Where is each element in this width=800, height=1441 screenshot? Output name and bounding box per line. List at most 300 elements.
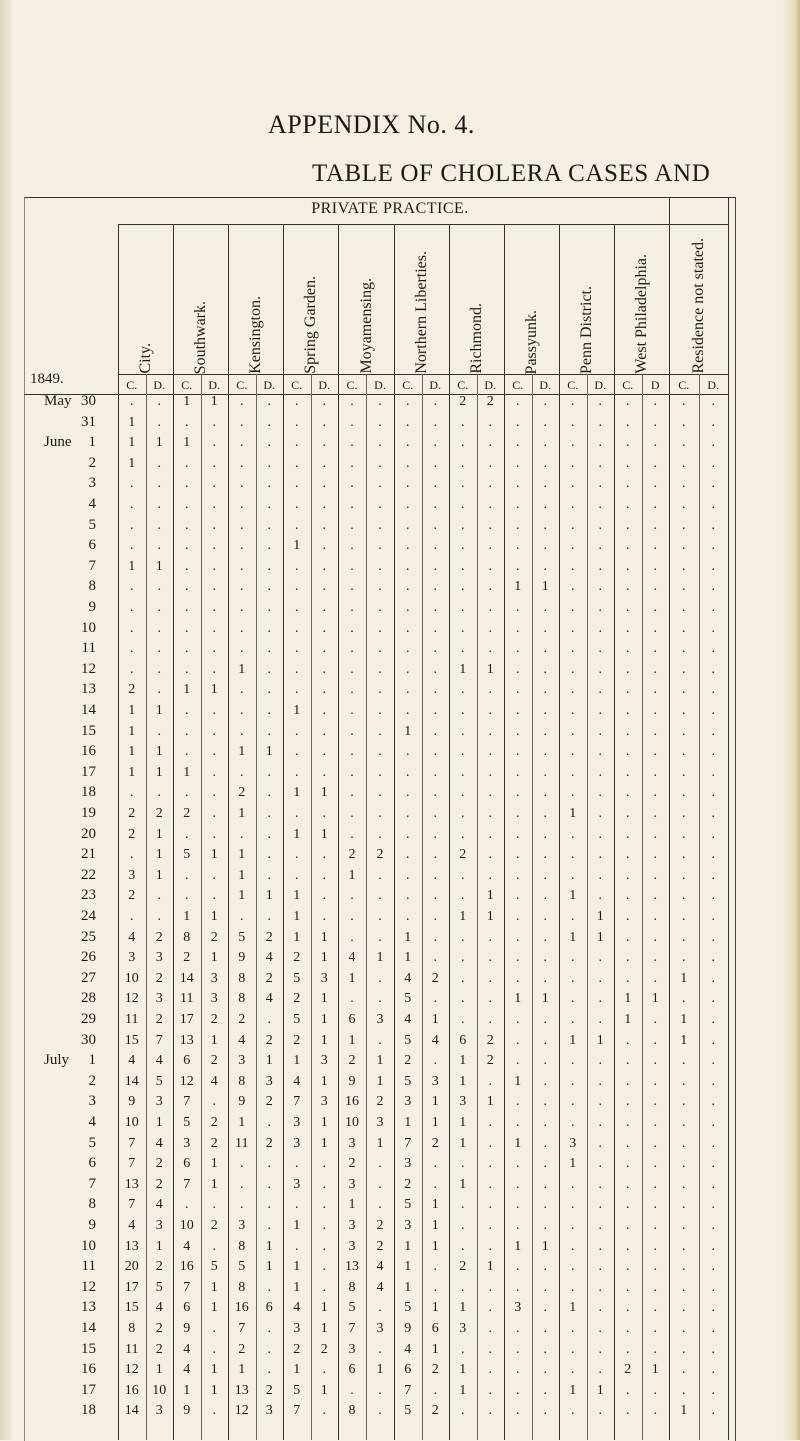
deaths-cell: .	[488, 867, 492, 883]
cases-cell: .	[130, 620, 134, 636]
deaths-cell: .	[711, 600, 715, 615]
deaths-cell: .	[598, 1238, 602, 1254]
cases-cell: .	[350, 620, 354, 636]
deaths-cell: .	[212, 579, 216, 595]
cases-cell: .	[626, 600, 630, 615]
cases-cell: .	[571, 1279, 575, 1295]
cases-cell: 2	[128, 806, 136, 821]
deaths-cell: .	[212, 888, 216, 904]
cases-cell: .	[295, 414, 299, 430]
cases-cell: .	[516, 455, 520, 471]
cases-cell: .	[516, 764, 520, 780]
cases-cell: 5	[404, 1197, 412, 1213]
deaths-cell: .	[433, 538, 437, 554]
district-column-border	[614, 224, 615, 1440]
deaths-cell: .	[433, 703, 437, 718]
deaths-cell: .	[598, 888, 602, 904]
cases-cell: .	[240, 579, 244, 595]
deaths-cell: 6	[431, 1321, 439, 1336]
deaths-cell: 2	[210, 1053, 218, 1069]
cases-cell: .	[185, 661, 189, 677]
deaths-cell: .	[378, 1403, 382, 1419]
deaths-cell: .	[711, 1197, 715, 1213]
deaths-cell: .	[322, 661, 326, 677]
deaths-cell: .	[322, 764, 326, 780]
cases-cell: 1	[459, 1053, 467, 1069]
deaths-cell: .	[267, 723, 271, 739]
cases-cell: .	[516, 600, 520, 615]
cases-cell: .	[461, 476, 465, 492]
cases-cell: .	[626, 723, 630, 739]
deaths-cell: .	[267, 414, 271, 430]
cases-cell: .	[682, 847, 686, 863]
cases-cell: .	[240, 414, 244, 430]
deaths-subheader: D.	[374, 378, 386, 392]
cases-cell: .	[406, 455, 410, 471]
cases-cell: 7	[404, 1135, 412, 1151]
cases-cell: 2	[128, 682, 136, 698]
cases-cell: .	[682, 600, 686, 615]
deaths-cell: 1	[486, 1094, 494, 1110]
cases-cell: 6	[459, 1032, 467, 1048]
cases-cell: 4	[183, 1238, 191, 1254]
deaths-cell: 3	[376, 1115, 384, 1130]
cases-cell: .	[461, 1156, 465, 1172]
cases-cell: .	[682, 517, 686, 533]
cases-cell: .	[571, 620, 575, 636]
cases-cell: .	[626, 538, 630, 554]
cases-cell: .	[571, 826, 575, 842]
cases-cell: 1	[459, 1176, 467, 1192]
cases-cell: .	[571, 909, 575, 924]
deaths-cell: .	[543, 1073, 547, 1089]
cases-cell: 1	[404, 1279, 412, 1295]
cases-cell: 5	[183, 847, 191, 863]
cases-cell: 13	[179, 1032, 194, 1048]
deaths-cell: .	[433, 950, 437, 966]
deaths-subheader: D.	[153, 378, 166, 392]
cases-cell: 8	[238, 991, 246, 1007]
cases-cell: .	[571, 1115, 575, 1130]
deaths-cell: 1	[651, 991, 659, 1007]
cases-cell: .	[240, 826, 244, 842]
deaths-cell: 2	[155, 1321, 163, 1336]
cases-cell: 7	[183, 1094, 191, 1110]
cases-cell: 1	[404, 1259, 412, 1275]
deaths-subheader: D.	[208, 378, 221, 392]
deaths-cell: .	[322, 394, 326, 409]
district-name: Moyamensing.	[357, 278, 375, 374]
cd-divider	[366, 374, 367, 1440]
deaths-cell: .	[711, 661, 715, 677]
deaths-cell: 1	[541, 1238, 549, 1254]
deaths-cell: .	[267, 826, 271, 842]
deaths-cell: 2	[486, 1032, 494, 1048]
row-day: 25	[81, 928, 96, 945]
deaths-cell: .	[212, 600, 216, 615]
deaths-cell: .	[598, 497, 602, 512]
cases-cell: .	[406, 847, 410, 863]
deaths-cell: .	[433, 723, 437, 739]
deaths-cell: 2	[210, 1012, 218, 1027]
district-header	[228, 224, 283, 374]
cases-cell: .	[682, 1135, 686, 1151]
row-day: 8	[88, 578, 96, 595]
cases-cell: 7	[128, 1197, 136, 1213]
deaths-cell: 1	[320, 1321, 328, 1336]
cases-cell: .	[461, 497, 465, 512]
cases-cell: .	[516, 497, 520, 512]
deaths-subheader: D	[650, 378, 660, 392]
cases-cell: .	[571, 455, 575, 471]
deaths-cell: .	[598, 1053, 602, 1069]
page-edge	[782, 0, 800, 1440]
deaths-cell: .	[711, 394, 715, 409]
cases-cell: 1	[514, 1073, 522, 1089]
deaths-cell: .	[653, 1094, 657, 1110]
row-day: 19	[81, 805, 96, 821]
cases-cell: .	[682, 579, 686, 595]
cases-cell: .	[626, 888, 630, 904]
row-day: 13	[81, 681, 96, 698]
deaths-cell: .	[433, 641, 437, 657]
cases-cell: 11	[125, 1341, 139, 1357]
cases-cell: .	[626, 1403, 630, 1419]
deaths-cell: .	[322, 867, 326, 883]
cases-cell: 1	[569, 1156, 577, 1172]
cases-cell: 2	[293, 950, 301, 966]
cases-cell: .	[516, 806, 520, 821]
cases-cell: 2	[128, 888, 136, 904]
cases-cell: .	[350, 394, 354, 409]
cases-cell: .	[626, 867, 630, 883]
cd-divider	[201, 374, 202, 1440]
cases-cell: .	[516, 970, 520, 986]
cases-cell: .	[406, 785, 410, 801]
cases-cell: 2	[238, 1341, 246, 1357]
deaths-cell: .	[653, 1032, 657, 1048]
deaths-cell: 3	[320, 1094, 328, 1110]
cases-cell: .	[516, 394, 520, 409]
cases-cell: 1	[624, 1012, 632, 1027]
row-day: 13	[81, 1299, 96, 1316]
cases-cell: .	[516, 435, 520, 451]
cases-cell: .	[682, 1341, 686, 1357]
deaths-cell: .	[212, 1341, 216, 1357]
deaths-cell: .	[543, 1218, 547, 1233]
deaths-cell: 1	[431, 1115, 439, 1130]
cases-cell: 1	[293, 1279, 301, 1295]
deaths-cell: 2	[431, 970, 439, 986]
cases-cell: .	[295, 764, 299, 780]
deaths-cell: 1	[210, 1279, 218, 1295]
cases-cell: 3	[348, 1135, 356, 1151]
deaths-cell: .	[711, 517, 715, 533]
district-name: Spring Garden.	[302, 276, 319, 374]
cases-cell: .	[240, 909, 244, 924]
deaths-cell: .	[653, 1176, 657, 1192]
cases-cell: .	[185, 414, 189, 430]
deaths-cell: .	[267, 517, 271, 533]
deaths-cell: .	[267, 847, 271, 863]
cases-cell: .	[626, 641, 630, 657]
row-day: 1	[88, 434, 96, 451]
deaths-cell: .	[598, 1279, 602, 1295]
cases-cell: 7	[238, 1321, 246, 1336]
cases-cell: .	[406, 826, 410, 842]
cases-cell: .	[185, 744, 189, 760]
row-day: 14	[81, 702, 96, 718]
deaths-cell: .	[543, 970, 547, 986]
cases-cell: .	[461, 1403, 465, 1419]
deaths-cell: .	[711, 476, 715, 492]
deaths-cell: .	[378, 414, 382, 430]
cases-cell: .	[295, 476, 299, 492]
deaths-cell: 7	[155, 1032, 163, 1048]
cases-cell: .	[682, 950, 686, 966]
deaths-cell: .	[322, 1176, 326, 1192]
row-day: 16	[81, 743, 96, 760]
row-day: 3	[88, 475, 96, 492]
deaths-cell: .	[653, 826, 657, 842]
deaths-cell: .	[488, 991, 492, 1007]
cases-cell: .	[240, 641, 244, 657]
deaths-cell: .	[711, 703, 715, 718]
cases-cell: .	[516, 1341, 520, 1357]
cases-cell: .	[626, 517, 630, 533]
deaths-cell: .	[378, 1156, 382, 1172]
deaths-cell: .	[598, 682, 602, 698]
deaths-cell: 1	[155, 1362, 163, 1378]
cases-cell: .	[571, 847, 575, 863]
deaths-cell: .	[598, 1094, 602, 1110]
cases-cell: 3	[514, 1300, 522, 1316]
cases-cell: 8	[348, 1403, 356, 1419]
deaths-cell: .	[653, 620, 657, 636]
cases-cell: .	[461, 929, 465, 945]
deaths-cell: .	[322, 1197, 326, 1213]
deaths-cell: .	[212, 867, 216, 883]
deaths-cell: 3	[210, 991, 218, 1007]
deaths-cell: .	[267, 764, 271, 780]
deaths-cell: .	[653, 394, 657, 409]
cases-cell: .	[130, 517, 134, 533]
deaths-cell: .	[378, 455, 382, 471]
cases-cell: .	[350, 579, 354, 595]
cases-cell: .	[461, 1012, 465, 1027]
cases-cell: 6	[348, 1362, 356, 1378]
cases-cell: .	[571, 785, 575, 801]
deaths-cell: .	[212, 806, 216, 821]
cases-cell: 3	[404, 1156, 412, 1172]
cases-cell: 1	[514, 1238, 522, 1254]
deaths-cell: 3	[376, 1012, 384, 1027]
deaths-cell: .	[212, 826, 216, 842]
deaths-cell: .	[157, 414, 161, 430]
deaths-cell: .	[212, 744, 216, 760]
deaths-cell: .	[598, 764, 602, 780]
cases-cell: 1	[183, 682, 191, 698]
deaths-cell: .	[378, 1197, 382, 1213]
deaths-cell: 2	[155, 1259, 163, 1275]
cases-cell: .	[516, 414, 520, 430]
deaths-cell: 1	[320, 1300, 328, 1316]
deaths-cell: .	[433, 517, 437, 533]
cases-cell: .	[516, 620, 520, 636]
deaths-cell: .	[212, 414, 216, 430]
cases-cell: .	[626, 476, 630, 492]
cases-cell: .	[682, 1279, 686, 1295]
deaths-cell: 1	[155, 558, 163, 574]
cases-cell: .	[240, 1156, 244, 1172]
cases-cell: .	[571, 1073, 575, 1089]
cases-cell: 5	[404, 1403, 412, 1419]
cases-cell: 1	[514, 1135, 522, 1151]
cases-cell: 5	[404, 1300, 412, 1316]
cases-cell: .	[626, 909, 630, 924]
deaths-cell: .	[711, 682, 715, 698]
deaths-cell: 2	[155, 1012, 163, 1027]
deaths-cell: 3	[155, 991, 163, 1007]
deaths-cell: 1	[320, 929, 328, 945]
deaths-cell: .	[157, 620, 161, 636]
deaths-cell: .	[433, 909, 437, 924]
cases-cell: .	[516, 1279, 520, 1295]
deaths-cell: 1	[210, 1176, 218, 1192]
cases-cell: .	[682, 455, 686, 471]
row-day: 16	[81, 1361, 96, 1378]
deaths-cell: .	[711, 455, 715, 471]
deaths-cell: 1	[210, 1382, 218, 1398]
deaths-cell: .	[653, 950, 657, 966]
cases-cell: 7	[293, 1094, 301, 1110]
deaths-cell: .	[653, 476, 657, 492]
cases-cell: 1	[128, 435, 136, 451]
cases-cell: 4	[183, 1341, 191, 1357]
deaths-cell: .	[378, 641, 382, 657]
deaths-cell: .	[378, 517, 382, 533]
deaths-cell: .	[378, 620, 382, 636]
cases-cell: .	[626, 1032, 630, 1048]
cases-cell: .	[682, 991, 686, 1007]
deaths-cell: .	[711, 888, 715, 904]
section-right-border	[669, 197, 670, 224]
deaths-cell: .	[433, 929, 437, 945]
cases-cell: 7	[293, 1403, 301, 1419]
cases-cell: 1	[569, 806, 577, 821]
deaths-cell: .	[322, 744, 326, 760]
cases-cell: .	[516, 641, 520, 657]
deaths-cell: .	[212, 1238, 216, 1254]
deaths-cell: .	[598, 950, 602, 966]
deaths-cell: 1	[265, 1053, 273, 1069]
district-column-border	[283, 224, 284, 1440]
cases-cell: 8	[238, 1073, 246, 1089]
deaths-cell: .	[653, 929, 657, 945]
cases-cell: .	[516, 1176, 520, 1192]
cases-subheader: C.	[622, 378, 634, 392]
deaths-cell: .	[543, 620, 547, 636]
deaths-cell: .	[378, 1300, 382, 1316]
cases-cell: 6	[183, 1300, 191, 1316]
cases-cell: .	[626, 1135, 630, 1151]
deaths-cell: 1	[651, 1362, 659, 1378]
deaths-cell: 1	[320, 1115, 328, 1130]
deaths-cell: .	[598, 1403, 602, 1419]
deaths-cell: .	[433, 1053, 437, 1069]
cases-cell: 1	[293, 703, 301, 718]
cases-cell: .	[626, 435, 630, 451]
deaths-cell: .	[543, 847, 547, 863]
deaths-cell: .	[267, 497, 271, 512]
cases-cell: .	[516, 950, 520, 966]
deaths-cell: .	[433, 1382, 437, 1398]
cases-cell: .	[571, 991, 575, 1007]
deaths-cell: 1	[431, 1094, 439, 1110]
cases-cell: .	[240, 764, 244, 780]
deaths-cell: .	[653, 538, 657, 554]
deaths-cell: .	[488, 744, 492, 760]
cases-cell: 4	[128, 1218, 136, 1233]
cases-cell: .	[516, 558, 520, 574]
cases-cell: .	[185, 785, 189, 801]
cases-cell: .	[350, 744, 354, 760]
cases-cell: .	[682, 909, 686, 924]
cases-cell: .	[350, 497, 354, 512]
deaths-cell: .	[157, 661, 161, 677]
deaths-cell: .	[653, 723, 657, 739]
district-header	[614, 224, 669, 374]
cd-divider	[642, 374, 643, 1440]
deaths-cell: .	[157, 394, 161, 409]
deaths-cell: .	[433, 558, 437, 574]
deaths-cell: .	[543, 600, 547, 615]
cases-cell: .	[406, 558, 410, 574]
cases-cell: .	[130, 394, 134, 409]
deaths-cell: .	[322, 620, 326, 636]
cases-cell: .	[571, 703, 575, 718]
deaths-cell: .	[433, 806, 437, 821]
row-day: 6	[88, 537, 96, 554]
deaths-cell: 3	[210, 970, 218, 986]
deaths-cell: .	[598, 1115, 602, 1130]
deaths-cell: .	[598, 455, 602, 471]
cases-cell: 2	[183, 950, 191, 966]
deaths-cell: .	[653, 435, 657, 451]
cases-cell: .	[571, 867, 575, 883]
deaths-cell: .	[488, 435, 492, 451]
deaths-cell: .	[598, 558, 602, 574]
deaths-cell: .	[322, 1218, 326, 1233]
row-day: 20	[81, 825, 96, 842]
row-day: 18	[81, 784, 96, 801]
deaths-cell: 2	[265, 970, 273, 986]
cases-cell: .	[682, 723, 686, 739]
district-column-border	[118, 224, 119, 1440]
cases-cell: .	[626, 847, 630, 863]
deaths-cell: .	[543, 1279, 547, 1295]
deaths-cell: 2	[431, 1362, 439, 1378]
deaths-cell: 2	[155, 1156, 163, 1172]
deaths-cell: 1	[320, 1012, 328, 1027]
deaths-cell: .	[488, 641, 492, 657]
deaths-cell: .	[711, 1321, 715, 1336]
deaths-cell: 2	[265, 1135, 273, 1151]
deaths-cell: .	[543, 1053, 547, 1069]
deaths-cell: .	[543, 1259, 547, 1275]
cases-cell: .	[461, 558, 465, 574]
cases-cell: .	[295, 847, 299, 863]
